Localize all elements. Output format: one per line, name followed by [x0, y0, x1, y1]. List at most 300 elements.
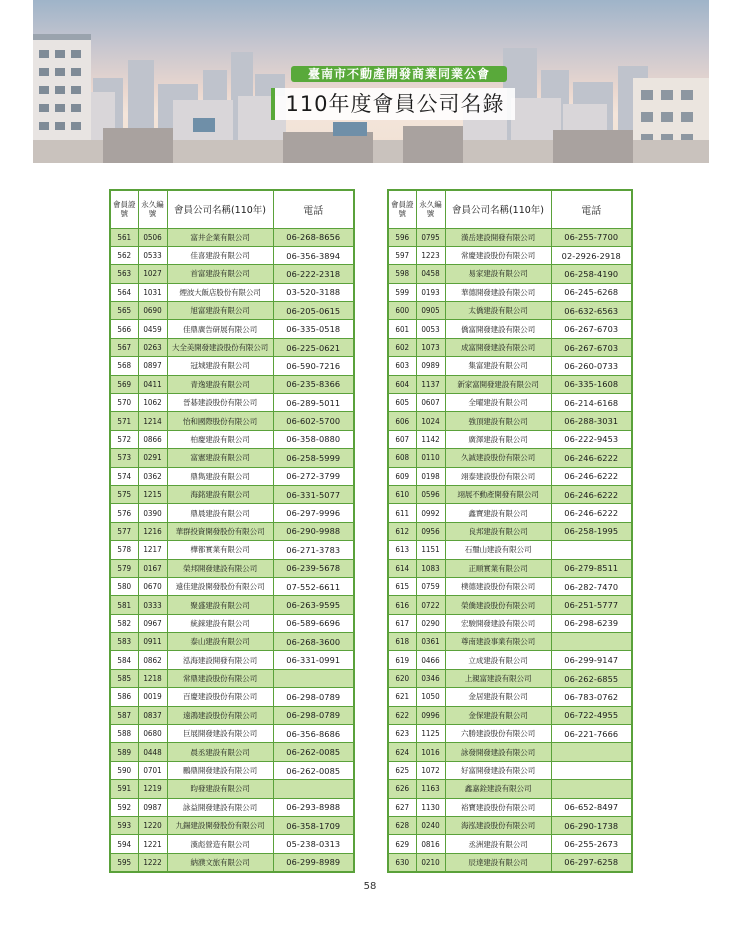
- table-row: [110, 338, 354, 356]
- phone-cell: 06-589-6696: [273, 614, 354, 632]
- member-no-cell: 603: [388, 357, 416, 375]
- phone-cell: 06-222-2318: [273, 265, 354, 283]
- company-name-cell: 榮僑建設股份有限公司: [445, 596, 551, 614]
- member-table-right: [387, 189, 633, 873]
- header-perm-no: 永久編號: [138, 190, 167, 228]
- member-no-cell: 608: [388, 449, 416, 467]
- member-no-cell: 580: [110, 577, 138, 595]
- member-no-cell: 622: [388, 706, 416, 724]
- company-name-cell: 丞洲建設有限公司: [445, 835, 551, 853]
- table-row: [388, 817, 632, 835]
- company-name-cell: 尊南建設事業有限公司: [445, 633, 551, 651]
- perm-no-cell: 0198: [416, 467, 445, 485]
- phone-cell: 06-652-8497: [551, 798, 632, 816]
- company-name-cell: 漢彪營造有限公司: [167, 835, 273, 853]
- phone-cell: 03-520-3188: [273, 283, 354, 301]
- phone-cell: 06-262-0085: [273, 743, 354, 761]
- perm-no-cell: 1221: [138, 835, 167, 853]
- member-no-cell: 591: [110, 780, 138, 798]
- phone-cell: 06-288-3031: [551, 412, 632, 430]
- company-name-cell: 納濮文旅有限公司: [167, 853, 273, 871]
- perm-no-cell: 0053: [416, 320, 445, 338]
- company-name-cell: 鑫嘉銓建設有限公司: [445, 780, 551, 798]
- phone-cell: 06-358-0880: [273, 430, 354, 448]
- phone-cell: 06-246-6222: [551, 467, 632, 485]
- table-row: [110, 835, 354, 853]
- table-row: [388, 761, 632, 779]
- perm-no-cell: 1130: [416, 798, 445, 816]
- member-no-cell: 577: [110, 522, 138, 540]
- table-row: [110, 596, 354, 614]
- header-perm-no: 永久編號: [416, 190, 445, 228]
- member-no-cell: 614: [388, 559, 416, 577]
- member-no-cell: 597: [388, 246, 416, 264]
- company-name-cell: 翊展不動產開發有限公司: [445, 485, 551, 503]
- phone-cell: 06-245-6268: [551, 283, 632, 301]
- table-row: [388, 853, 632, 871]
- company-name-cell: 海銘建設有限公司: [167, 485, 273, 503]
- member-no-cell: 624: [388, 743, 416, 761]
- company-name-cell: 辰達建設有限公司: [445, 853, 551, 871]
- table-row: [388, 706, 632, 724]
- table-row: [110, 394, 354, 412]
- table-row: [388, 541, 632, 559]
- member-no-cell: 565: [110, 302, 138, 320]
- member-no-cell: 598: [388, 265, 416, 283]
- table-row: [110, 228, 354, 246]
- table-row: [388, 835, 632, 853]
- phone-cell: 06-258-4190: [551, 265, 632, 283]
- phone-cell: 06-214-6168: [551, 394, 632, 412]
- perm-no-cell: 1016: [416, 743, 445, 761]
- member-no-cell: 611: [388, 504, 416, 522]
- table-row: [110, 522, 354, 540]
- perm-no-cell: 0795: [416, 228, 445, 246]
- perm-no-cell: 1125: [416, 725, 445, 743]
- member-no-cell: 609: [388, 467, 416, 485]
- company-name-cell: 六勝建設股份有限公司: [445, 725, 551, 743]
- perm-no-cell: 1217: [138, 541, 167, 559]
- table-row: [110, 706, 354, 724]
- company-name-cell: 晨丞建設有限公司: [167, 743, 273, 761]
- company-name-cell: 鼎晨建設有限公司: [167, 504, 273, 522]
- phone-cell: 06-298-0789: [273, 688, 354, 706]
- page-number: 58: [363, 881, 377, 892]
- member-no-cell: 605: [388, 394, 416, 412]
- table-row: [110, 541, 354, 559]
- phone-cell: 06-298-6239: [551, 614, 632, 632]
- company-name-cell: 太僑建設有限公司: [445, 302, 551, 320]
- member-no-cell: 626: [388, 780, 416, 798]
- company-name-cell: 華群投資開發股份有限公司: [167, 522, 273, 540]
- phone-cell: 06-258-5999: [273, 449, 354, 467]
- perm-no-cell: 0346: [416, 669, 445, 687]
- perm-no-cell: 1072: [416, 761, 445, 779]
- member-no-cell: 568: [110, 357, 138, 375]
- table-row: [388, 798, 632, 816]
- member-no-cell: 574: [110, 467, 138, 485]
- table-row: [110, 430, 354, 448]
- table-row: [388, 522, 632, 540]
- member-no-cell: 575: [110, 485, 138, 503]
- phone-cell: 06-358-1709: [273, 817, 354, 835]
- company-name-cell: 統錸建設有限公司: [167, 614, 273, 632]
- perm-no-cell: 0992: [416, 504, 445, 522]
- table-row: [388, 228, 632, 246]
- header-banner: [33, 0, 709, 163]
- phone-cell: 06-590-7216: [273, 357, 354, 375]
- perm-no-cell: 1062: [138, 394, 167, 412]
- company-name-cell: 遠佳建設開發股份有限公司: [167, 577, 273, 595]
- phone-cell: [551, 780, 632, 798]
- company-name-cell: 聚盛建設有限公司: [167, 596, 273, 614]
- company-name-cell: 昀發建設有限公司: [167, 780, 273, 798]
- company-name-cell: 青逸建設有限公司: [167, 375, 273, 393]
- phone-cell: 06-290-9988: [273, 522, 354, 540]
- phone-cell: [273, 669, 354, 687]
- phone-cell: 06-331-0991: [273, 651, 354, 669]
- perm-no-cell: 0411: [138, 375, 167, 393]
- table-row: [110, 743, 354, 761]
- member-no-cell: 590: [110, 761, 138, 779]
- company-name-cell: 集富建設有限公司: [445, 357, 551, 375]
- perm-no-cell: 0759: [416, 577, 445, 595]
- company-name-cell: 石璽山建設有限公司: [445, 541, 551, 559]
- table-row: [110, 577, 354, 595]
- phone-cell: 06-268-8656: [273, 228, 354, 246]
- perm-no-cell: 0911: [138, 633, 167, 651]
- company-name-cell: 裕寶建設股份有限公司: [445, 798, 551, 816]
- table-row: [110, 320, 354, 338]
- company-name-cell: 全曜建設有限公司: [445, 394, 551, 412]
- perm-no-cell: 0290: [416, 614, 445, 632]
- perm-no-cell: 1050: [416, 688, 445, 706]
- perm-no-cell: 0996: [416, 706, 445, 724]
- member-no-cell: 618: [388, 633, 416, 651]
- page-title: 110年度會員公司名錄: [271, 88, 515, 120]
- perm-no-cell: 0862: [138, 651, 167, 669]
- company-name-cell: 常慶建設股份有限公司: [445, 246, 551, 264]
- phone-cell: 06-297-9996: [273, 504, 354, 522]
- member-no-cell: 583: [110, 633, 138, 651]
- member-no-cell: 630: [388, 853, 416, 871]
- table-row: [388, 669, 632, 687]
- perm-no-cell: 1142: [416, 430, 445, 448]
- company-name-cell: 泓海建設開發有限公司: [167, 651, 273, 669]
- company-name-cell: 樺都實業有限公司: [167, 541, 273, 559]
- header-phone: 電話: [273, 190, 354, 228]
- company-name-cell: 柏慶建設有限公司: [167, 430, 273, 448]
- table-row: [110, 798, 354, 816]
- association-name: 臺南市不動產開發商業同業公會: [291, 66, 507, 82]
- member-no-cell: 602: [388, 338, 416, 356]
- table-row: [110, 688, 354, 706]
- phone-cell: 06-267-6703: [551, 320, 632, 338]
- company-name-cell: 巨展開發建設有限公司: [167, 725, 273, 743]
- member-no-cell: 586: [110, 688, 138, 706]
- member-no-cell: 561: [110, 228, 138, 246]
- table-row: [388, 688, 632, 706]
- member-no-cell: 571: [110, 412, 138, 430]
- header-phone: 電話: [551, 190, 632, 228]
- perm-no-cell: 0866: [138, 430, 167, 448]
- member-no-cell: 562: [110, 246, 138, 264]
- phone-cell: 06-289-5011: [273, 394, 354, 412]
- phone-cell: 06-235-8366: [273, 375, 354, 393]
- table-body: [388, 228, 632, 872]
- header-company: 會員公司名稱(110年): [445, 190, 551, 228]
- perm-no-cell: 0905: [416, 302, 445, 320]
- company-name-cell: 翊泰建設股份有限公司: [445, 467, 551, 485]
- member-no-cell: 564: [110, 283, 138, 301]
- table-row: [110, 357, 354, 375]
- phone-cell: 06-246-6222: [551, 504, 632, 522]
- company-name-cell: 海泓建設股份有限公司: [445, 817, 551, 835]
- member-no-cell: 594: [110, 835, 138, 853]
- phone-cell: 06-246-6222: [551, 449, 632, 467]
- company-name-cell: 久誠建設股份有限公司: [445, 449, 551, 467]
- company-name-cell: 泰山建設有限公司: [167, 633, 273, 651]
- company-name-cell: 漢岳建設開發有限公司: [445, 228, 551, 246]
- perm-no-cell: 0956: [416, 522, 445, 540]
- perm-no-cell: 0193: [416, 283, 445, 301]
- table-row: [388, 577, 632, 595]
- table-row: [388, 614, 632, 632]
- member-no-cell: 573: [110, 449, 138, 467]
- phone-cell: 06-722-4955: [551, 706, 632, 724]
- phone-cell: 06-262-6855: [551, 669, 632, 687]
- member-no-cell: 595: [110, 853, 138, 871]
- member-no-cell: 567: [110, 338, 138, 356]
- perm-no-cell: 1219: [138, 780, 167, 798]
- member-no-cell: 610: [388, 485, 416, 503]
- company-name-cell: 金居建設有限公司: [445, 688, 551, 706]
- company-name-cell: 九鍚建設開發股份有限公司: [167, 817, 273, 835]
- perm-no-cell: 0458: [416, 265, 445, 283]
- company-name-cell: 鑫寶建設有限公司: [445, 504, 551, 522]
- perm-no-cell: 0533: [138, 246, 167, 264]
- phone-cell: 06-258-1995: [551, 522, 632, 540]
- member-no-cell: 628: [388, 817, 416, 835]
- table-row: [388, 394, 632, 412]
- phone-cell: 06-221-7666: [551, 725, 632, 743]
- table-row: [110, 651, 354, 669]
- phone-cell: 06-356-8686: [273, 725, 354, 743]
- company-name-cell: 好富開發建設有限公司: [445, 761, 551, 779]
- company-name-cell: 晉碁建設股份有限公司: [167, 394, 273, 412]
- company-name-cell: 新家富開發建設有限公司: [445, 375, 551, 393]
- member-no-cell: 599: [388, 283, 416, 301]
- table-body: [110, 228, 354, 872]
- perm-no-cell: 0291: [138, 449, 167, 467]
- company-name-cell: 富井企業有限公司: [167, 228, 273, 246]
- phone-cell: 06-267-6703: [551, 338, 632, 356]
- company-name-cell: 遠鴻建設股份有限公司: [167, 706, 273, 724]
- company-name-cell: 強頂建設有限公司: [445, 412, 551, 430]
- phone-cell: 06-255-7700: [551, 228, 632, 246]
- phone-cell: 06-271-3783: [273, 541, 354, 559]
- perm-no-cell: 0690: [138, 302, 167, 320]
- table-row: [388, 320, 632, 338]
- company-name-cell: 宏駿開發建設有限公司: [445, 614, 551, 632]
- member-no-cell: 620: [388, 669, 416, 687]
- perm-no-cell: 1027: [138, 265, 167, 283]
- member-table-left: [109, 189, 355, 873]
- table-row: [388, 725, 632, 743]
- member-no-cell: 627: [388, 798, 416, 816]
- perm-no-cell: 0596: [416, 485, 445, 503]
- member-no-cell: 581: [110, 596, 138, 614]
- table-row: [388, 302, 632, 320]
- company-name-cell: 首富建設有限公司: [167, 265, 273, 283]
- perm-no-cell: 0989: [416, 357, 445, 375]
- member-no-cell: 596: [388, 228, 416, 246]
- perm-no-cell: 0506: [138, 228, 167, 246]
- company-name-cell: 常鼎建設股份有限公司: [167, 669, 273, 687]
- phone-cell: 06-293-8988: [273, 798, 354, 816]
- perm-no-cell: 1222: [138, 853, 167, 871]
- company-name-cell: 富憲建設有限公司: [167, 449, 273, 467]
- phone-cell: 06-222-9453: [551, 430, 632, 448]
- phone-cell: 06-356-3894: [273, 246, 354, 264]
- company-name-cell: 榮邦開發建設有限公司: [167, 559, 273, 577]
- member-no-cell: 585: [110, 669, 138, 687]
- member-no-cell: 572: [110, 430, 138, 448]
- perm-no-cell: 0967: [138, 614, 167, 632]
- member-no-cell: 588: [110, 725, 138, 743]
- perm-no-cell: 0701: [138, 761, 167, 779]
- table-row: [388, 449, 632, 467]
- perm-no-cell: 0019: [138, 688, 167, 706]
- table-row: [110, 669, 354, 687]
- company-name-cell: 百慶建設股份有限公司: [167, 688, 273, 706]
- table-row: [110, 467, 354, 485]
- company-name-cell: 廣澤建設有限公司: [445, 430, 551, 448]
- company-name-cell: 立成建設有限公司: [445, 651, 551, 669]
- phone-cell: 06-272-3799: [273, 467, 354, 485]
- member-no-cell: 606: [388, 412, 416, 430]
- phone-cell: 06-299-8989: [273, 853, 354, 871]
- table-row: [110, 265, 354, 283]
- perm-no-cell: 0110: [416, 449, 445, 467]
- member-no-cell: 593: [110, 817, 138, 835]
- company-name-cell: 佳喜建設有限公司: [167, 246, 273, 264]
- perm-no-cell: 0361: [416, 633, 445, 651]
- phone-cell: [551, 541, 632, 559]
- perm-no-cell: 0390: [138, 504, 167, 522]
- member-no-cell: 621: [388, 688, 416, 706]
- perm-no-cell: 0459: [138, 320, 167, 338]
- table-row: [388, 246, 632, 264]
- member-no-cell: 601: [388, 320, 416, 338]
- phone-cell: 05-238-0313: [273, 835, 354, 853]
- member-no-cell: 592: [110, 798, 138, 816]
- phone-cell: 06-205-0615: [273, 302, 354, 320]
- phone-cell: 06-260-0733: [551, 357, 632, 375]
- header-member-no: 會員證號: [110, 190, 138, 228]
- table-row: [388, 265, 632, 283]
- phone-cell: 06-335-0518: [273, 320, 354, 338]
- phone-cell: 06-335-1608: [551, 375, 632, 393]
- table-row: [110, 780, 354, 798]
- table-row: [388, 375, 632, 393]
- table-row: [388, 504, 632, 522]
- table-row: [388, 651, 632, 669]
- company-name-cell: 詠益開發建設有限公司: [167, 798, 273, 816]
- table-row: [110, 375, 354, 393]
- company-name-cell: 成富開發建設有限公司: [445, 338, 551, 356]
- table-row: [110, 633, 354, 651]
- perm-no-cell: 1024: [416, 412, 445, 430]
- phone-cell: [551, 761, 632, 779]
- member-no-cell: 613: [388, 541, 416, 559]
- member-no-cell: 587: [110, 706, 138, 724]
- perm-no-cell: 0987: [138, 798, 167, 816]
- perm-no-cell: 0897: [138, 357, 167, 375]
- phone-cell: 06-298-0789: [273, 706, 354, 724]
- company-name-cell: 金保建設有限公司: [445, 706, 551, 724]
- perm-no-cell: 0680: [138, 725, 167, 743]
- perm-no-cell: 0362: [138, 467, 167, 485]
- table-row: [388, 596, 632, 614]
- member-no-cell: 582: [110, 614, 138, 632]
- perm-no-cell: 1218: [138, 669, 167, 687]
- member-no-cell: 569: [110, 375, 138, 393]
- phone-cell: 06-299-9147: [551, 651, 632, 669]
- perm-no-cell: 0837: [138, 706, 167, 724]
- phone-cell: 06-282-7470: [551, 577, 632, 595]
- table-row: [388, 357, 632, 375]
- table-row: [388, 467, 632, 485]
- perm-no-cell: 0448: [138, 743, 167, 761]
- phone-cell: 06-783-0762: [551, 688, 632, 706]
- table-row: [110, 559, 354, 577]
- table-row: [110, 412, 354, 430]
- table-row: [110, 761, 354, 779]
- company-name-cell: 鵬鼎開發建設有限公司: [167, 761, 273, 779]
- perm-no-cell: 1031: [138, 283, 167, 301]
- table-row: [110, 614, 354, 632]
- table-row: [110, 485, 354, 503]
- phone-cell: 06-279-8511: [551, 559, 632, 577]
- member-no-cell: 625: [388, 761, 416, 779]
- member-no-cell: 570: [110, 394, 138, 412]
- phone-cell: 06-255-2673: [551, 835, 632, 853]
- perm-no-cell: 1223: [416, 246, 445, 264]
- table-row: [388, 743, 632, 761]
- company-name-cell: 詠發開發建設有限公司: [445, 743, 551, 761]
- member-no-cell: 579: [110, 559, 138, 577]
- phone-cell: 06-246-6222: [551, 485, 632, 503]
- company-name-cell: 冠城建設有限公司: [167, 357, 273, 375]
- company-name-cell: 樸德建設股份有限公司: [445, 577, 551, 595]
- table-row: [388, 633, 632, 651]
- table-row: [110, 449, 354, 467]
- table-row: [388, 430, 632, 448]
- table-row: [388, 780, 632, 798]
- member-no-cell: 612: [388, 522, 416, 540]
- perm-no-cell: 0466: [416, 651, 445, 669]
- company-name-cell: 大全美開發建設股份有限公司: [167, 338, 273, 356]
- company-name-cell: 煙波大飯店股份有限公司: [167, 283, 273, 301]
- perm-no-cell: 0167: [138, 559, 167, 577]
- phone-cell: 06-225-0621: [273, 338, 354, 356]
- company-name-cell: 怡和國際股份有限公司: [167, 412, 273, 430]
- company-name-cell: 佳鼎廣告研展有限公司: [167, 320, 273, 338]
- phone-cell: 06-602-5700: [273, 412, 354, 430]
- member-no-cell: 623: [388, 725, 416, 743]
- member-no-cell: 619: [388, 651, 416, 669]
